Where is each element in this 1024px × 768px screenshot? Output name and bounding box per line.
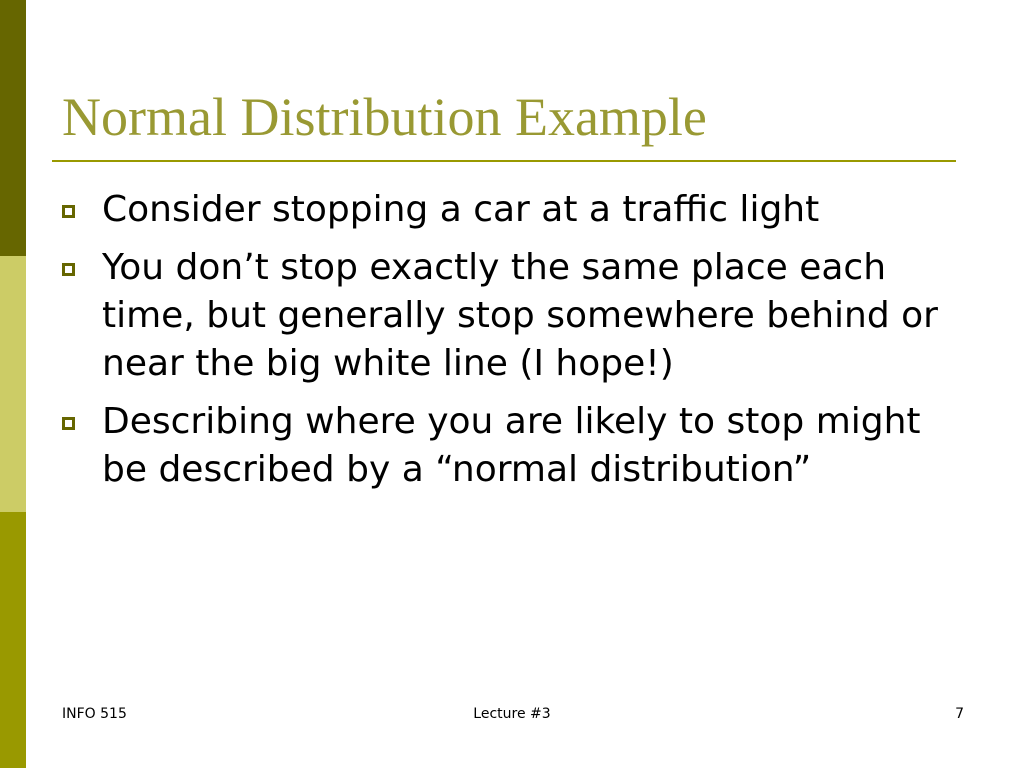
title-divider	[52, 160, 956, 162]
bullet-item	[62, 186, 962, 234]
sidebar-accent-top	[0, 0, 26, 256]
sidebar-accent-middle	[0, 256, 26, 512]
sidebar-accent-bottom	[0, 512, 26, 768]
bullet-item	[62, 244, 962, 388]
bullet-text: Consider stopping a car at a traffic light	[102, 189, 820, 230]
hollow-square-bullet-icon	[62, 205, 75, 218]
bullet-text: Describing where you are likely to stop might be described by a “normal distribution”	[102, 401, 921, 490]
footer-course: INFO 515	[62, 706, 127, 722]
footer-lecture: Lecture #3	[473, 706, 551, 722]
hollow-square-bullet-icon	[62, 417, 75, 430]
footer-page-number: 7	[955, 706, 964, 722]
bullet-text: You don’t stop exactly the same place each time, but generally stop somewhere behind or near the big white line (I hope!)	[102, 247, 938, 384]
bullet-list	[62, 186, 962, 504]
bullet-item	[62, 398, 962, 494]
slide-title: Normal Distribution Example	[62, 87, 707, 147]
hollow-square-bullet-icon	[62, 263, 75, 276]
